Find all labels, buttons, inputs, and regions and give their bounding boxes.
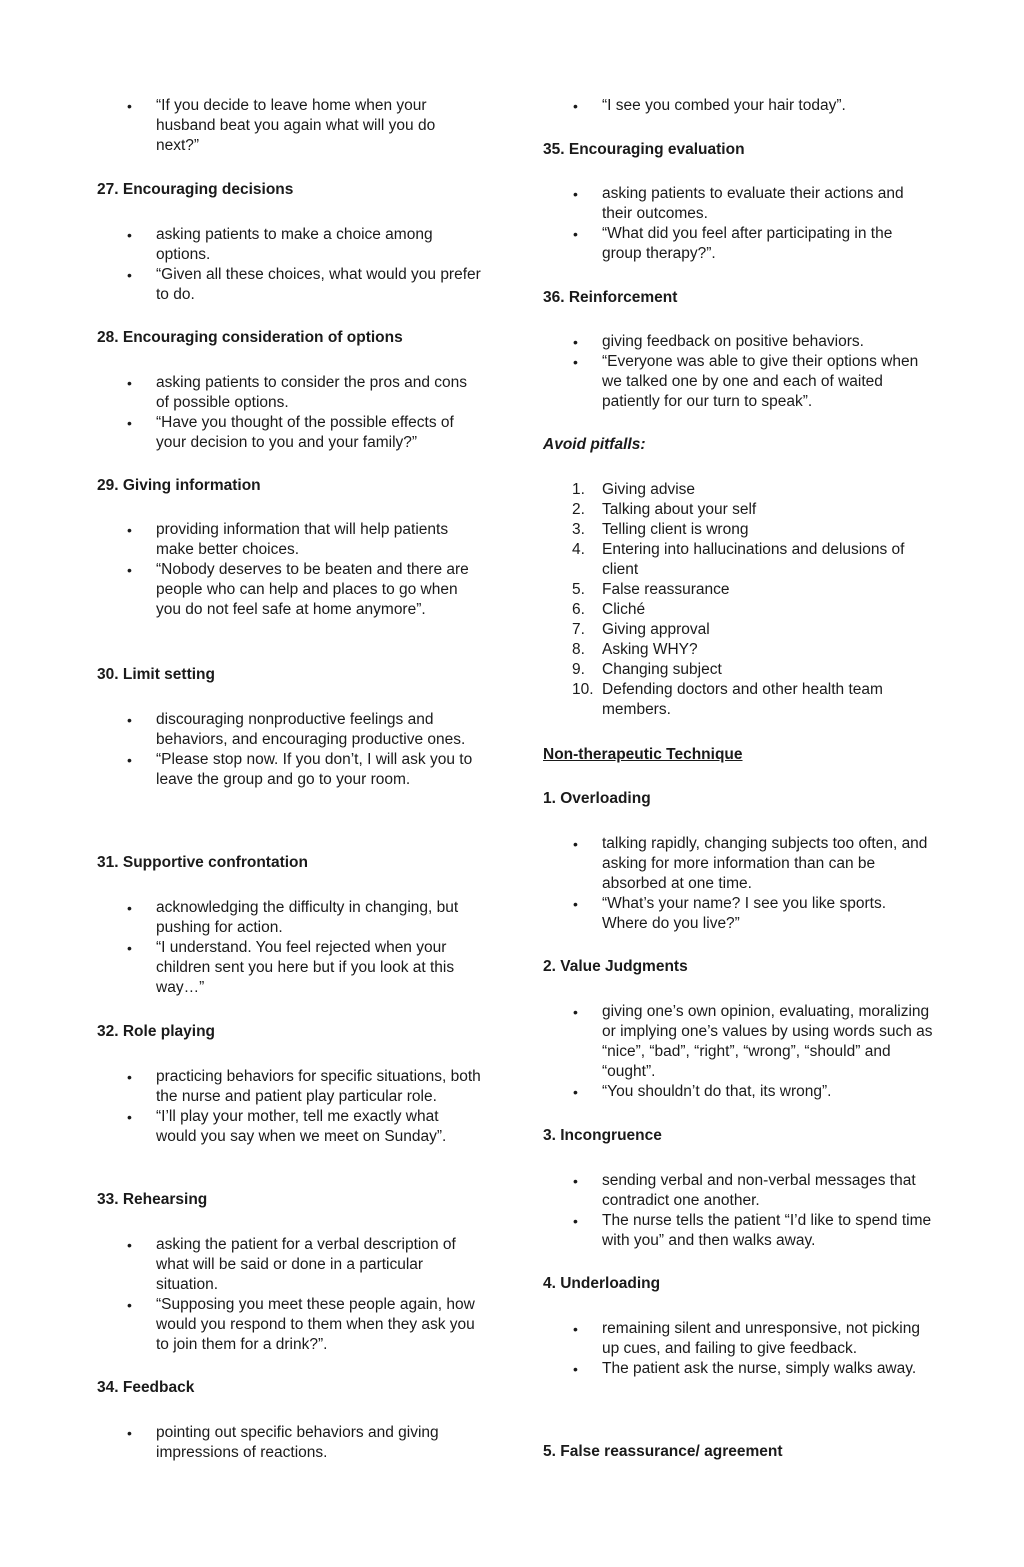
bullet-item: • remaining silent and unresponsive, not picking up cues, and failing to give feedback. [543,1319,933,1359]
bullet-item: • providing information that will help patients make better choices. [97,520,482,560]
section-heading-30: 30. Limit setting [97,666,215,683]
bullet-item: • The nurse tells the patient “I’d like to spend time with you” and then walks away. [543,1211,933,1251]
nt-heading-3: 3. Incongruence [543,1127,662,1144]
section-30-bullets [97,710,482,790]
pitfall-item: 4. Entering into hallucinations and delusions of client [572,541,905,578]
bullet-item: • acknowledging the difficulty in changing, but pushing for action. [97,898,482,938]
nt-heading-4: 4. Underloading [543,1275,661,1292]
pitfall-item: 10. Defending doctors and other health team members. [572,681,883,718]
bullet-item: • “What’s your name? I see you like sports. Where do you live?” [543,894,933,934]
bullet-item: • asking patients to evaluate their actions and their outcomes. [543,184,933,224]
bullet-item: • giving one’s own opinion, evaluating, moralizing or implying one’s values by using words such as “nice”, “bad”, “right”, “wrong”, “should” and “ought”. [543,1002,933,1082]
bullet-item: • “I see you combed your hair today”. [543,96,933,116]
pitfalls-heading: Avoid pitfalls: [543,436,646,453]
pitfall-item: 6. Cliché [572,601,646,618]
bullet-item: • “Supposing you meet these people again, how would you respond to them when they ask you to join them for a drink?”. [97,1295,482,1355]
pitfall-item: 8. Asking WHY? [572,641,698,658]
bullet-item: • The patient ask the nurse, simply walks away. [543,1359,933,1379]
non-therapeutic-heading: Non-therapeutic Technique [543,746,743,763]
section-35-bullets [543,184,933,264]
section-32-bullets [97,1067,482,1147]
bullet-item: • asking the patient for a verbal description of what will be said or done in a particular situation. [97,1235,482,1295]
section-heading-27: 27. Encouraging decisions [97,181,294,198]
intro-bullet-list [97,96,482,156]
bullet-item: • “I understand. You feel rejected when your children sent you here but if you look at this way…” [97,938,482,998]
bullet-item: • “Have you thought of the possible effects of your decision to you and your family?” [97,413,482,453]
bullet-item: • “Given all these choices, what would you prefer to do. [97,265,482,305]
bullet-item: • “If you decide to leave home when your husband beat you again what will you do next?” [97,96,482,156]
bullet-item: • “You shouldn’t do that, its wrong”. [543,1082,933,1102]
bullet-item: • sending verbal and non-verbal messages that contradict one another. [543,1171,933,1211]
bullet-item: • pointing out specific behaviors and giving impressions of reactions. [97,1423,482,1463]
pitfall-item: 1. Giving advise [572,481,696,498]
section-heading-32: 32. Role playing [97,1023,216,1040]
bullet-item: • practicing behaviors for specific situations, both the nurse and patient play particular role. [97,1067,482,1107]
bullet-item: • “Please stop now. If you don’t, I will ask you to leave the group and go to your room. [97,750,482,790]
nt-3-bullets [543,1171,933,1251]
nt-2-bullets [543,1002,933,1102]
intro-bullet-list [543,96,933,116]
bullet-item: • talking rapidly, changing subjects too often, and asking for more information than can be absorbed at one time. [543,834,933,894]
bullet-item: • “What did you feel after participating in the group therapy?”. [543,224,933,264]
nt-heading-1: 1. Overloading [543,790,651,807]
pitfalls-list [543,480,933,720]
pitfall-item: 7. Giving approval [572,621,710,638]
nt-heading-2: 2. Value Judgments [543,958,688,975]
bullet-item: • “Everyone was able to give their options when we talked one by one and each of waited patiently for our turn to speak”. [543,352,933,412]
section-heading-29: 29. Giving information [97,477,261,494]
pitfall-item: 3. Telling client is wrong [572,521,749,538]
pitfall-item: 9. Changing subject [572,661,722,678]
section-heading-35: 35. Encouraging evaluation [543,141,745,158]
section-27-bullets [97,225,482,305]
section-36-bullets [543,332,933,412]
section-28-bullets [97,373,482,453]
nt-heading-5: 5. False reassurance/ agreement [543,1443,783,1460]
bullet-item: • “Nobody deserves to be beaten and there are people who can help and places to go when you do not feel safe at home anymore”. [97,560,482,620]
section-heading-33: 33. Rehearsing [97,1191,208,1208]
section-heading-34: 34. Feedback [97,1379,195,1396]
bullet-item: • giving feedback on positive behaviors. [543,332,933,352]
bullet-item: • asking patients to make a choice among options. [97,225,482,265]
section-31-bullets [97,898,482,998]
section-34-bullets [97,1423,482,1463]
pitfall-item: 2. Talking about your self [572,501,757,518]
pitfall-item: 5. False reassurance [572,581,730,598]
section-heading-36: 36. Reinforcement [543,289,678,306]
nt-4-bullets [543,1319,933,1379]
section-heading-31: 31. Supportive confrontation [97,854,308,871]
bullet-item: • “I’ll play your mother, tell me exactly what would you say when we meet on Sunday”. [97,1107,482,1147]
section-heading-28: 28. Encouraging consideration of options [97,329,403,346]
section-29-bullets [97,520,482,620]
bullet-item: • asking patients to consider the pros and cons of possible options. [97,373,482,413]
section-33-bullets [97,1235,482,1355]
nt-1-bullets [543,834,933,934]
bullet-item: • discouraging nonproductive feelings and behaviors, and encouraging productive ones. [97,710,482,750]
